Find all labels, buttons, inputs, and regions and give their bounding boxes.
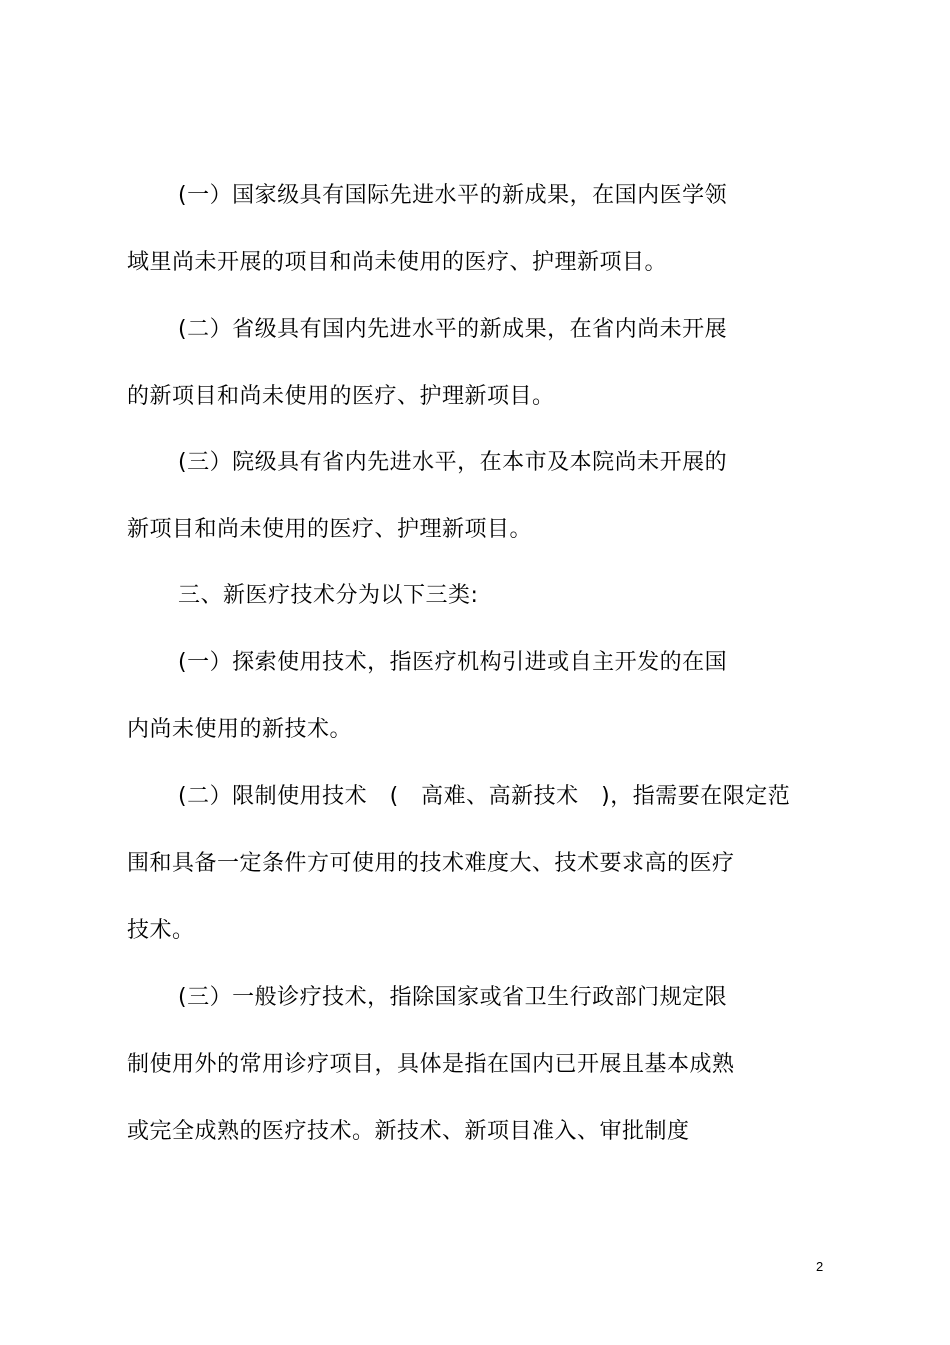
- text-line: (二）省级具有国内先进水平的新成果，在省内尚未开展: [178, 317, 728, 342]
- section-heading: 三、新医疗技术分为以下三类:: [178, 583, 479, 608]
- text-line: (一）国家级具有国际先进水平的新成果，在国内医学领: [178, 183, 728, 208]
- text-line: 域里尚未开展的项目和尚未使用的医疗、护理新项目。: [127, 250, 668, 275]
- text-line: 的新项目和尚未使用的医疗、护理新项目。: [127, 384, 555, 409]
- text-line: 技术。: [127, 918, 195, 943]
- text-line: 新项目和尚未使用的医疗、护理新项目。: [127, 517, 533, 542]
- text-line: 或完全成熟的医疗技术。新技术、新项目准入、审批制度: [127, 1119, 690, 1144]
- text-line: (二）限制使用技术 ( 高难、高新技术 )，指需要在限定范: [178, 784, 791, 809]
- text-line: (一）探索使用技术，指医疗机构引进或自主开发的在国: [178, 650, 728, 675]
- text-line: 制使用外的常用诊疗项目，具体是指在国内已开展且基本成熟: [127, 1052, 735, 1077]
- text-line: (三）院级具有省内先进水平，在本市及本院尚未开展的: [178, 450, 728, 475]
- text-line: 围和具备一定条件方可使用的技术难度大、技术要求高的医疗: [127, 851, 735, 876]
- text-line: 内尚未使用的新技术。: [127, 717, 353, 742]
- text-line: (三）一般诊疗技术，指除国家或省卫生行政部门规定限: [178, 985, 728, 1010]
- page-number: 2: [816, 1259, 824, 1274]
